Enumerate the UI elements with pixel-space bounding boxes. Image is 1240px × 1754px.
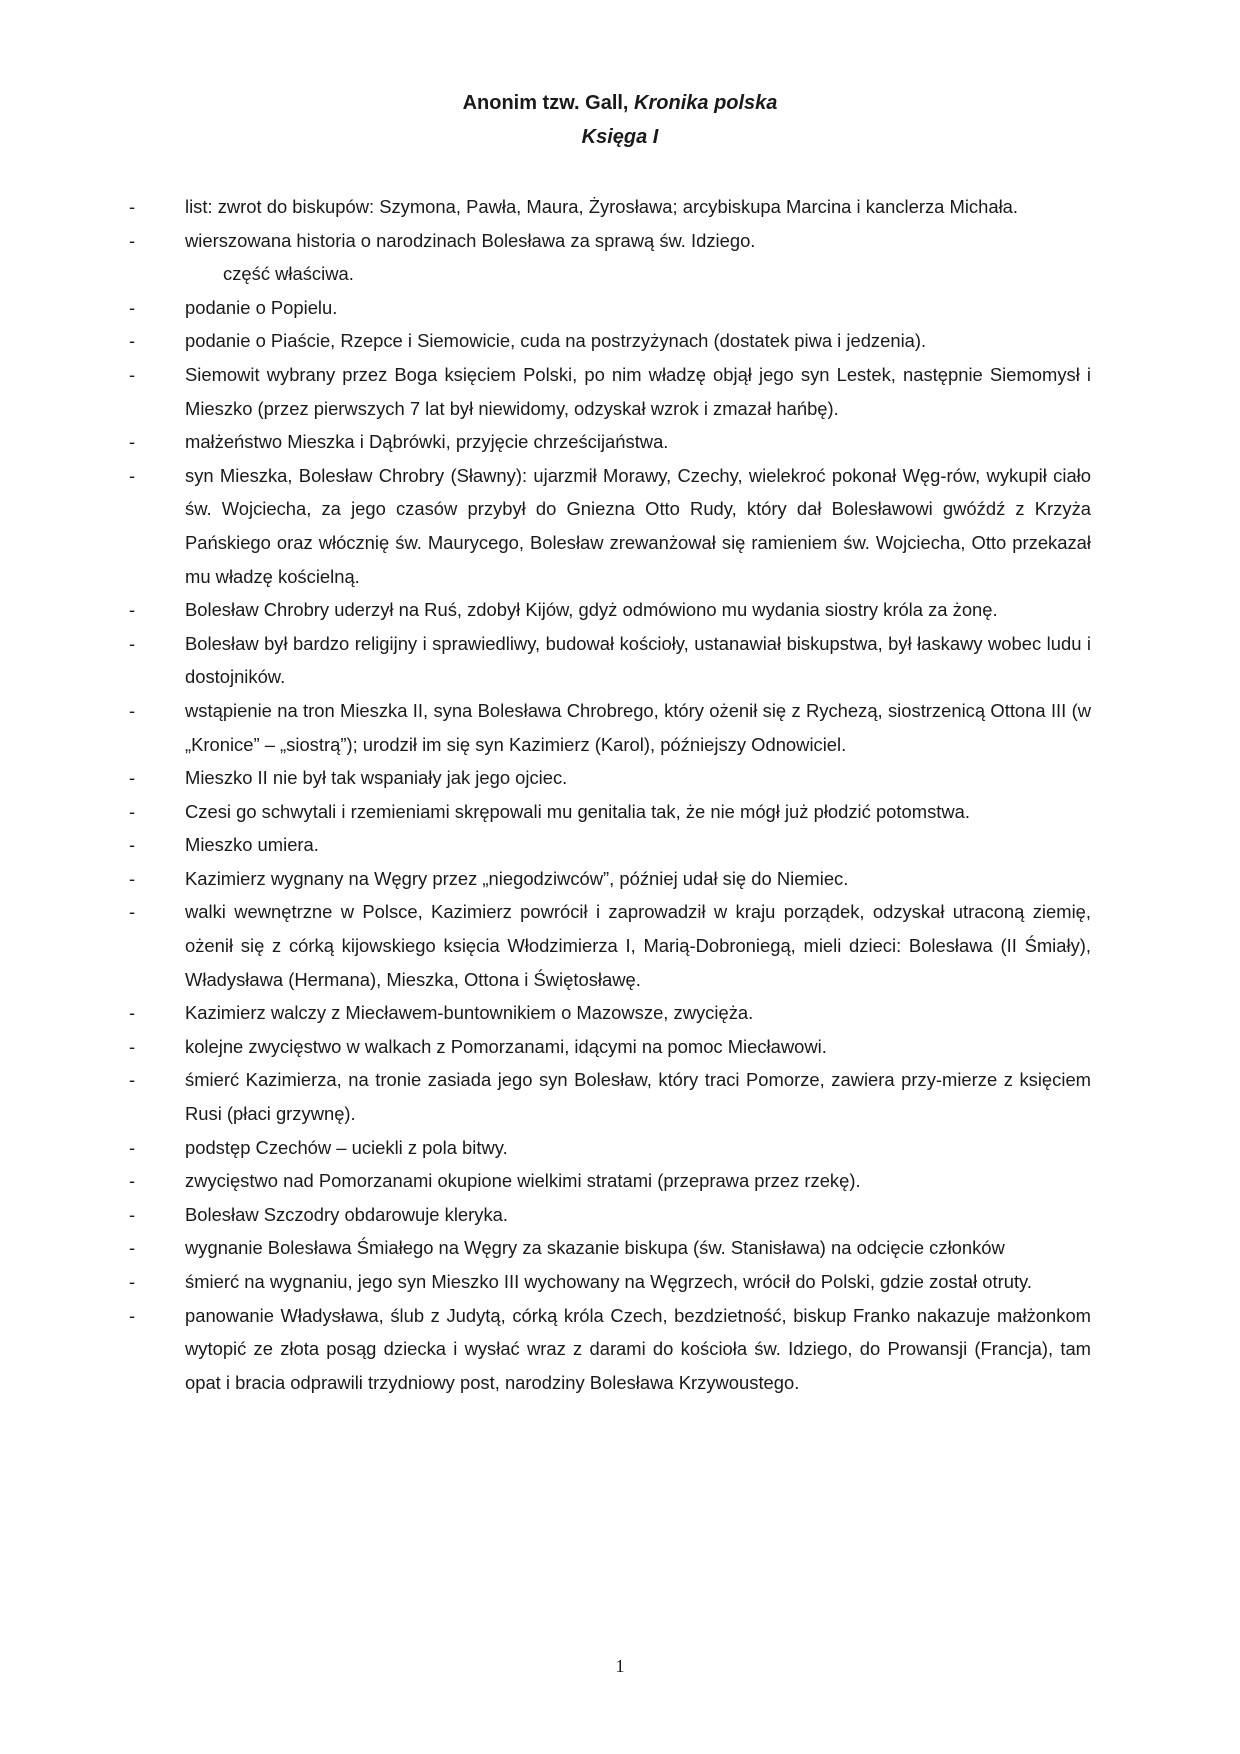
list-item xyxy=(129,1030,1091,1064)
list-item xyxy=(129,1131,1091,1165)
list-dash: - xyxy=(129,296,136,318)
list-item xyxy=(129,761,1091,795)
entry-text: wierszowana historia o narodzinach Bolesława za sprawą św. Idziego. xyxy=(185,229,756,251)
entry-text: śmierć Kazimierza, na tronie zasiada jego syn Bolesław, który traci Pomorze, zawiera przy-mierze z księciem Rusi (płaci grzywnę). xyxy=(185,1069,1091,1125)
list-item xyxy=(129,795,1091,829)
entry-text: Siemowit wybrany przez Boga księciem Polski, po nim władzę objął jego syn Lestek, następnie Siemomysł i Mieszko (przez pierwszych 7 lat był niewidomy, odzyskał wzrok i zmazał hańbę). xyxy=(185,363,1091,419)
list-item xyxy=(129,1265,1091,1299)
entry-text: Mieszko II nie był tak wspaniały jak jego ojciec. xyxy=(185,767,568,789)
entry-text: Bolesław Szczodry obdarowuje kleryka. xyxy=(185,1203,509,1225)
chronicle-entries-list xyxy=(129,190,1091,1399)
list-dash: - xyxy=(129,632,136,654)
entry-text: syn Mieszka, Bolesław Chrobry (Sławny): ujarzmił Morawy, Czechy, wielekroć pokonał Węg-rów, wykupił ciało św. Wojciecha, za jego czasów przybył do Gniezna Otto Rudy, który dał Bolesławowi gwóźdź z Krzyża Pańskiego oraz włócznię św. Maurycego, Bolesław zrewanżował się ramieniem św. Wojciecha, Otto przekazał mu władzę kościelną. xyxy=(185,464,1091,587)
list-dash: - xyxy=(129,1069,136,1091)
list-item xyxy=(129,996,1091,1030)
list-dash: - xyxy=(129,901,136,923)
list-dash: - xyxy=(129,1304,136,1326)
title-line xyxy=(0,86,1240,120)
entry-text: Czesi go schwytali i rzemieniami skrępowali mu genitalia tak, że nie mógł już płodzić potomstwa. xyxy=(185,800,970,822)
page-number: 1 xyxy=(615,1656,625,1676)
list-item xyxy=(129,1299,1091,1400)
list-dash: - xyxy=(129,196,136,217)
entry-text: zwycięstwo nad Pomorzanami okupione wielkimi stratami (przeprawa przez rzekę). xyxy=(185,1170,861,1192)
list-item xyxy=(129,1231,1091,1265)
entry-text: Kazimierz walczy z Miecławem-buntownikiem o Mazowsze, zwycięża. xyxy=(185,1002,754,1024)
list-item xyxy=(129,459,1091,593)
list-dash: - xyxy=(129,834,136,856)
list-dash: - xyxy=(129,1271,136,1292)
list-item xyxy=(129,593,1091,627)
book-heading: Księga I xyxy=(581,126,659,148)
entry-text: Bolesław był bardzo religijny i sprawiedliwy, budował kościoły, ustanawiał biskupstwa, był łaskawy wobec ludu i dostojników. xyxy=(185,632,1091,688)
list-item xyxy=(129,425,1091,459)
list-item xyxy=(129,694,1091,761)
entry-text: podstęp Czechów – uciekli z pola bitwy. xyxy=(185,1136,508,1158)
entry-text: kolejne zwycięstwo w walkach z Pomorzanami, idącymi na pomoc Miecławowi. xyxy=(185,1035,827,1057)
entry-text: Kazimierz wygnany na Węgry przez „niegodziwców”, później udał się do Niemiec. xyxy=(185,867,849,889)
list-item xyxy=(129,291,1091,325)
document-header xyxy=(0,86,1240,154)
list-dash: - xyxy=(129,1237,136,1259)
list-item xyxy=(129,324,1091,358)
entry-text: list: zwrot do biskupów: Szymona, Pawła, Maura, Żyrosława; arcybiskupa Marcina i kanclerza Michała. xyxy=(185,196,1019,217)
list-dash: - xyxy=(129,800,136,822)
list-dash: - xyxy=(129,599,136,621)
list-item xyxy=(129,828,1091,862)
entry-text: podanie o Popielu. xyxy=(185,296,338,318)
work-title: Kronika polska xyxy=(634,92,778,114)
list-dash: - xyxy=(129,431,136,453)
list-item xyxy=(129,224,1091,258)
list-item xyxy=(129,190,1091,224)
list-dash: - xyxy=(129,867,136,889)
entry-text: śmierć na wygnaniu, jego syn Mieszko III wychowany na Węgrzech, wrócił do Polski, gdzie został otruty. xyxy=(185,1271,1033,1292)
entry-text: walki wewnętrzne w Polsce, Kazimierz powrócił i zaprowadził w kraju porządek, odzyskał utraconą ziemię, ożenił się z córką kijowskiego księcia Włodzimierza I, Marią-Dobroniegą, mieli dzieci: Bolesława (II Śmiały), Władysława (Hermana), Mieszka, Ottona i Świętosławę. xyxy=(185,901,1091,990)
list-dash: - xyxy=(129,1002,136,1024)
list-dash: - xyxy=(129,1170,136,1192)
list-dash: - xyxy=(129,1035,136,1057)
entry-text: Bolesław Chrobry uderzył na Ruś, zdobył Kijów, gdyż odmówiono mu wydania siostry króla za żonę. xyxy=(185,599,998,621)
entry-text: Mieszko umiera. xyxy=(185,834,319,856)
entry-text: wstąpienie na tron Mieszka II, syna Bolesława Chrobrego, który ożenił się z Rychezą, siostrzenicą Ottona III (w „Kronice” – „siostrą”); urodził im się syn Kazimierz (Karol), późniejszy Odnowiciel. xyxy=(185,699,1091,755)
list-item xyxy=(129,1198,1091,1232)
entry-text: podanie o Piaście, Rzepce i Siemowicie, cuda na postrzyżynach (dostatek piwa i jedzenia). xyxy=(185,330,927,352)
list-dash: - xyxy=(129,229,136,251)
author-text: Anonim tzw. Gall, xyxy=(462,92,635,114)
list-dash: - xyxy=(129,1203,136,1225)
list-item xyxy=(129,1063,1091,1130)
list-item xyxy=(129,627,1091,694)
list-dash: - xyxy=(129,330,136,352)
list-item xyxy=(129,1164,1091,1198)
list-dash: - xyxy=(129,1136,136,1158)
entry-text: małżeństwo Mieszka i Dąbrówki, przyjęcie chrześcijaństwa. xyxy=(185,431,669,453)
list-dash: - xyxy=(129,699,136,721)
list-dash: - xyxy=(129,464,136,486)
list-item xyxy=(129,895,1091,996)
list-item xyxy=(129,862,1091,896)
entry-text: panowanie Władysława, ślub z Judytą, córką króla Czech, bezdzietność, biskup Franko nakazuje małżonkom wytopić ze złota posąg dziecka i wysłać wraz z darami do kościoła św. Idziego, do Prowansji (Francja), tam opat i bracia odprawili trzydniowy post, narodziny Bolesława Krzywoustego. xyxy=(185,1304,1091,1393)
list-dash: - xyxy=(129,363,136,385)
list-item xyxy=(129,358,1091,425)
entry-text: wygnanie Bolesława Śmiałego na Węgry za skazanie biskupa (św. Stanisława) na odcięcie członków xyxy=(185,1237,1005,1259)
section-subheading: część właściwa. xyxy=(223,263,354,285)
list-dash: - xyxy=(129,767,136,789)
